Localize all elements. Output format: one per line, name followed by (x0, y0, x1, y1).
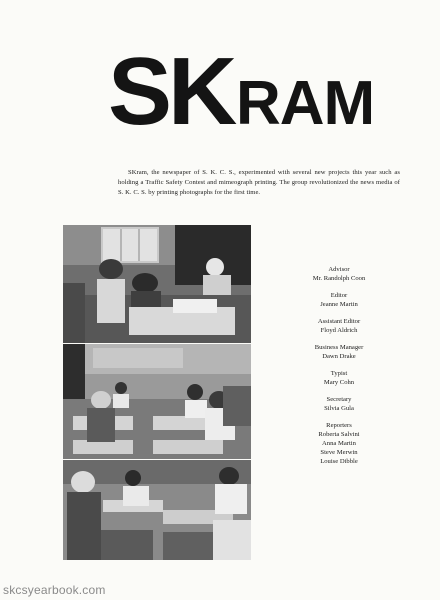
role-title: Assistant Editor (317, 318, 361, 325)
watermark: skcsyearbook.com (3, 583, 106, 597)
staff-list (284, 265, 394, 474)
role-name: Anna Martin (322, 440, 356, 447)
role-name: Jeanne Martin (320, 301, 358, 308)
page-title (108, 44, 378, 132)
staff-role-advisor (284, 265, 394, 283)
staff-role-typist (284, 369, 394, 387)
role-title: Business Manager (314, 344, 364, 351)
students-at-desks-photo (63, 460, 251, 560)
role-name: Steve Merwin (320, 449, 358, 456)
staff-role-business-manager (284, 343, 394, 361)
role-name: Roberta Salvini (318, 431, 360, 438)
staff-role-reporters (284, 421, 394, 466)
role-name: Floyd Aldrich (320, 327, 358, 334)
role-name: Dawn Drake (322, 353, 356, 360)
role-title: Secretary (326, 396, 352, 403)
staff-role-editor (284, 291, 394, 309)
staff-working-photo (63, 225, 251, 343)
role-name: Louise Dibble (320, 458, 358, 465)
svg-text:S: S (108, 44, 171, 132)
role-name: Mr. Randolph Coon (312, 275, 366, 282)
role-title: Reporters (326, 422, 352, 429)
role-name: Silvia Gula (324, 405, 354, 412)
role-title: Editor (330, 292, 348, 299)
staff-role-assistant-editor (284, 317, 394, 335)
svg-text:RAM: RAM (236, 69, 375, 132)
role-name: Mary Cohn (323, 379, 355, 386)
svg-text:K: K (168, 44, 236, 132)
classroom-typing-photo (63, 344, 251, 459)
role-title: Advisor (328, 266, 350, 273)
staff-role-secretary (284, 395, 394, 413)
skram-title-lettering (108, 44, 378, 132)
intro-paragraph: SKram, the newspaper of S. K. C. S., experimented with several new projects this year such as holding a Traffic Safety Contest and mimeograph printing. The group revolutionized the news media of S. K. C. S. by printing photographs for the first time. (118, 169, 400, 196)
role-title: Typist (330, 370, 348, 377)
